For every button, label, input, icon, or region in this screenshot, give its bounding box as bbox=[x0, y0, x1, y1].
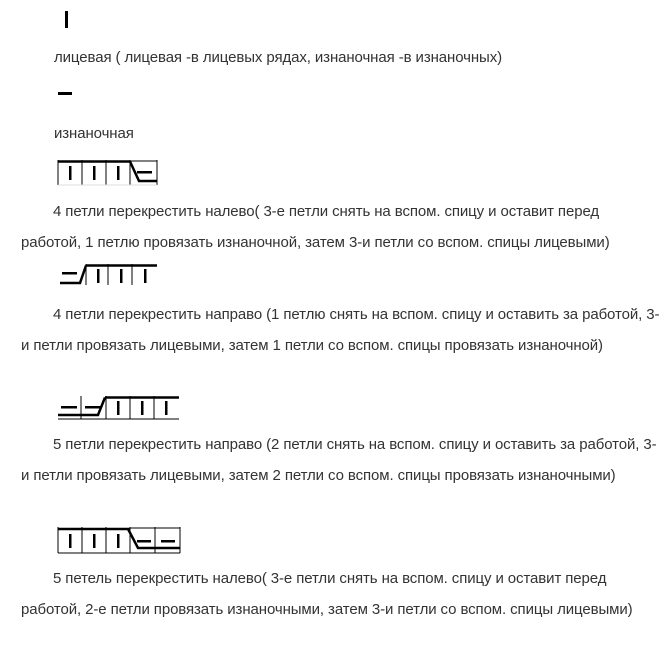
cable-4-right-cross-description: 4 петли перекрестить направо (1 петлю снять на вспом. спицу и оставить за работой, 3-и петли провязать лицевыми, затем 1 петли со вспом. спицы провязать изнаночной) bbox=[21, 306, 660, 354]
purl-stitch-icon bbox=[58, 92, 74, 96]
cable-5-right-cross-icon bbox=[58, 396, 180, 420]
purl-stitch-label: изнаночная bbox=[54, 125, 134, 142]
cable-4-left-cross-icon bbox=[57, 160, 159, 186]
cable-5-left-cross-icon bbox=[57, 527, 181, 554]
cable-4-right-cross-icon bbox=[60, 264, 158, 286]
knit-stitch-label: лицевая ( лицевая -в лицевых рядах, изнаночная -в изнаночных) bbox=[54, 49, 502, 66]
cable-5-left-cross-description: 5 петель перекрестить налево( 3-е петли снять на вспом. спицу и оставит перед работой, 2-е петли провязать изнаночными, затем 3-и петли со вспом. спицы лицевыми) bbox=[21, 570, 633, 618]
knit-stitch-icon bbox=[65, 11, 69, 29]
cable-5-right-cross-description: 5 петли перекрестить направо (2 петли снять на вспом. спицу и оставить за работой, 3-и петли провязать лицевыми, затем 2 петли со вспом. спицы провязать изнаночными) bbox=[21, 436, 657, 484]
cable-4-left-cross-description: 4 петли перекрестить налево( 3-е петли снять на вспом. спицу и оставит перед работой, 1 петлю провязать изнаночной, затем 3-и петли со вспом. спицы лицевыми) bbox=[21, 203, 610, 251]
